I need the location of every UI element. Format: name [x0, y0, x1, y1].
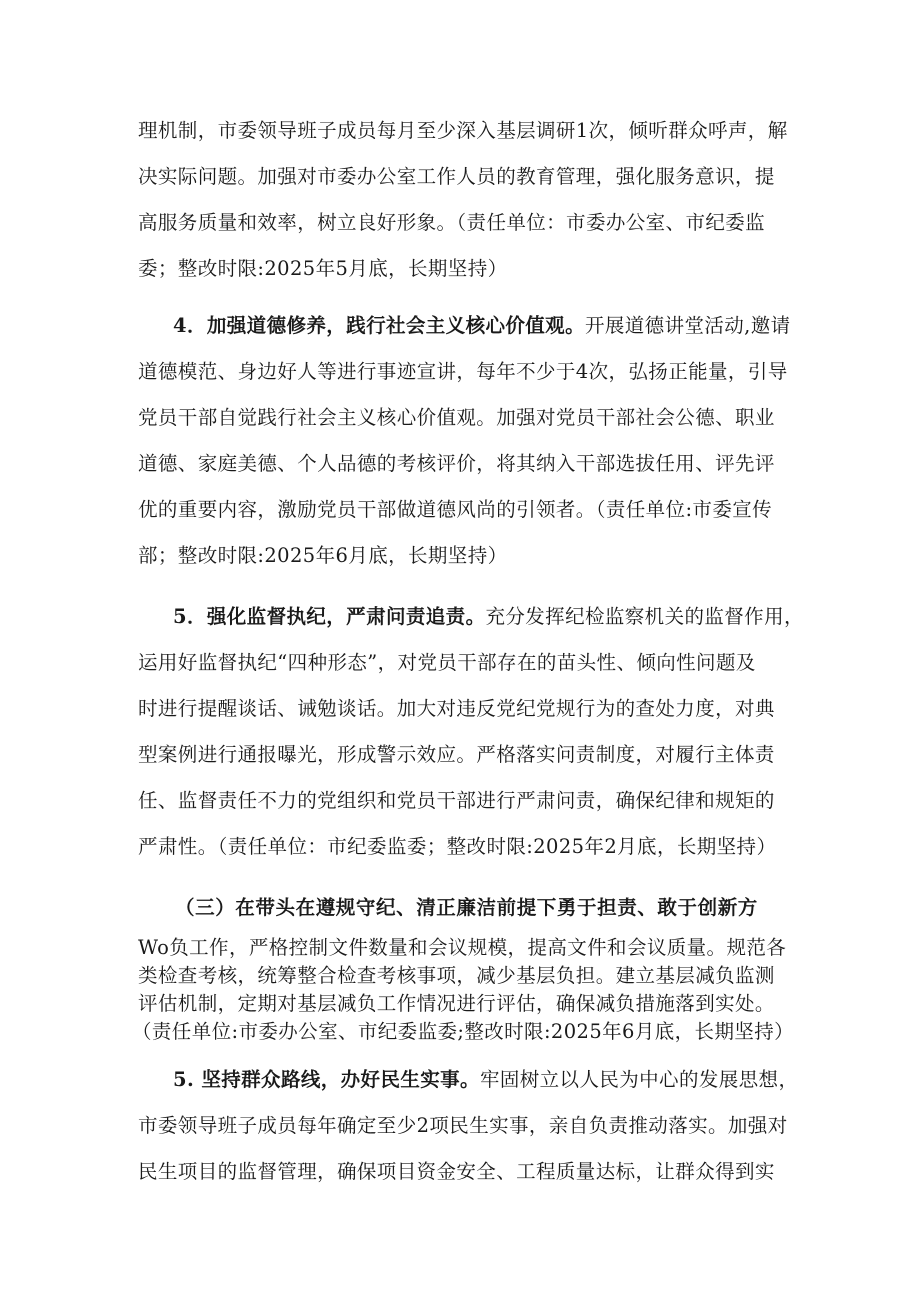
text-line: 道德模范、身边好人等进行事迹宣讲，每年不少于4次，弘扬正能量，引导 [138, 360, 788, 383]
text-line: 时进行提醒谈话、诫勉谈话。加大对违反党纪党规行为的查处力度，对典 [138, 697, 775, 720]
item-text: 充分发挥纪检监察机关的监督作用， [485, 605, 804, 628]
text-line: 高服务质量和效率，树立良好形象。（责任单位：市委办公室、市纪委监 [138, 211, 766, 234]
paragraph-continuation [138, 119, 798, 303]
text-line: 决实际问题。加强对市委办公室工作人员的教育管理，强化服务意识，提 [138, 165, 775, 188]
text-line: 类检查考核，统筹整合检查考核事项，减少基层负担。建立基层减负监测 [138, 964, 775, 987]
paragraph-item-4 [138, 314, 798, 590]
section-heading: （三）在带头在遵规守纪、清正廉洁前提下勇于担责、敢于创新方 [175, 896, 758, 919]
text-line: 委；整改时限:2025年5月底，长期坚持） [138, 257, 508, 280]
item-text: 开展道德讲堂活动,邀请 [584, 314, 791, 337]
item-heading: 5. 坚持群众路线，办好民生实事。 [173, 1068, 480, 1091]
text-line: Wo负工作，严格控制文件数量和会议规模，提高文件和会议质量。规范各 [138, 936, 787, 959]
text-line: 党员干部自觉践行社会主义核心价值观。加强对党员干部社会公德、职业 [138, 406, 775, 429]
item-text: 牢固树立以人民为中心的发展思想， [479, 1068, 799, 1091]
item-heading: 4．加强道德修养，践行社会主义核心价值观。 [173, 314, 585, 337]
text-line: 评估机制，定期对基层减负工作情况进行评估，确保减负措施落到实处。 [138, 992, 775, 1015]
text-line: 优的重要内容，激励党员干部做道德风尚的引领者。（责任单位:市委宣传 [138, 498, 773, 521]
item-heading: 5．强化监督执纪，严肃问责追责。 [173, 605, 486, 628]
paragraph-item-livelihood [138, 1068, 798, 1206]
text-line: 任、监督责任不力的党组织和党员干部进行严肃问责，确保纪律和规矩的 [138, 789, 775, 812]
text-line: 市委领导班子成员每年确定至少2项民生实事，亲自负责推动落实。加强对 [138, 1114, 788, 1137]
text-line [138, 1068, 798, 1092]
text-line: 型案例进行通报曝光，形成警示效应。严格落实问责制度，对履行主体责 [138, 743, 775, 766]
text-line: （责任单位:市委办公室、市纪委监委;整改时限:2025年6月底，长期坚持） [132, 1020, 795, 1043]
text-line [138, 605, 804, 629]
text-line: 运用好监督执纪“四种形态”，对党员干部存在的苗头性、倾向性问题及 [138, 651, 756, 674]
text-line: 理机制，市委领导班子成员每月至少深入基层调研1次，倾听群众呼声，解 [138, 119, 788, 142]
text-line [138, 314, 798, 338]
text-line: 道德、家庭美德、个人品德的考核评价，将其纳入干部选拔任用、评先评 [138, 452, 775, 475]
paragraph-dense [132, 936, 798, 1048]
text-line: 严肃性。（责任单位：市纪委监委；整改时限:2025年2月底，长期坚持） [138, 835, 777, 858]
text-line: 民生项目的监督管理，确保项目资金安全、工程质量达标，让群众得到实 [138, 1160, 775, 1183]
text-line: 部；整改时限:2025年6月底，长期坚持） [138, 544, 508, 567]
paragraph-item-5 [138, 605, 804, 881]
